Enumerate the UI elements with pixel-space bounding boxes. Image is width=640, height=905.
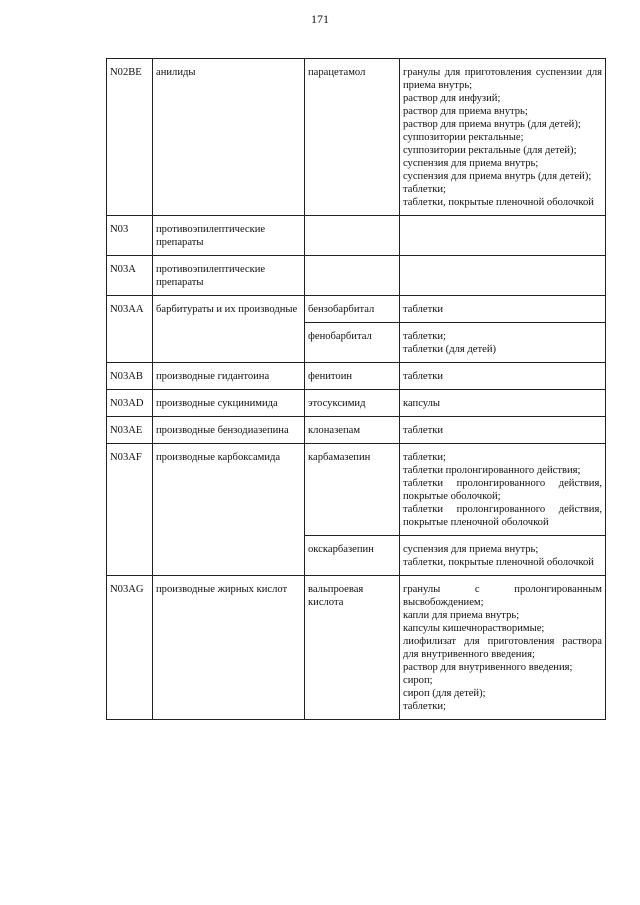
dosage-form: таблетки xyxy=(403,425,444,436)
atc-code: N03AB xyxy=(107,363,153,390)
dosage-form: раствор для внутривенного введения; xyxy=(403,662,573,673)
group-name: барбитураты и их производные xyxy=(153,296,305,363)
dosage-form: таблетки (для детей) xyxy=(403,344,497,355)
drug-name xyxy=(305,216,400,256)
group-name: производные гидантоина xyxy=(153,363,305,390)
dosage-form: таблетки; xyxy=(403,452,446,463)
dosage-form: суспензия для приема внутрь (для детей); xyxy=(403,171,592,182)
dosage-form: таблетки xyxy=(403,371,444,382)
dosage-form: таблетки, покрытые пленочной оболочкой xyxy=(403,557,594,568)
table-row xyxy=(107,363,606,390)
drug-name: окскарбазепин xyxy=(305,536,400,576)
drug-name: фенитоин xyxy=(305,363,400,390)
dosage-form: раствор для приема внутрь; xyxy=(403,106,528,117)
dosage-forms xyxy=(400,536,606,576)
group-name: противоэпилептические препараты xyxy=(153,256,305,296)
dosage-form: таблетки пролонгированного действия, покрытые оболочкой; xyxy=(403,478,602,502)
dosage-forms xyxy=(400,216,606,256)
dosage-form: суппозитории ректальные; xyxy=(403,132,524,143)
dosage-form: таблетки, покрытые пленочной оболочкой xyxy=(403,197,594,208)
drug-table xyxy=(106,58,606,720)
drug-name: вальпроевая кислота xyxy=(305,576,400,720)
table-row xyxy=(107,59,606,216)
atc-code: N03AA xyxy=(107,296,153,363)
table-row xyxy=(107,390,606,417)
dosage-forms xyxy=(400,363,606,390)
atc-code: N03AE xyxy=(107,417,153,444)
dosage-form: сироп (для детей); xyxy=(403,688,486,699)
drug-name: карбамазепин xyxy=(305,444,400,536)
dosage-form: таблетки; xyxy=(403,331,446,342)
table-row xyxy=(107,417,606,444)
drug-name: клоназепам xyxy=(305,417,400,444)
dosage-form: таблетки xyxy=(403,304,444,315)
dosage-form: капсулы xyxy=(403,398,441,409)
dosage-forms xyxy=(400,417,606,444)
table-row xyxy=(107,296,606,323)
group-name: производные бензодиазепина xyxy=(153,417,305,444)
table-row xyxy=(107,444,606,536)
dosage-forms xyxy=(400,296,606,323)
atc-code: N03 xyxy=(107,216,153,256)
dosage-form: таблетки пролонгированного действия, покрытые пленочной оболочкой xyxy=(403,504,602,528)
drug-name: фенобарбитал xyxy=(305,323,400,363)
group-name: противоэпилептические препараты xyxy=(153,216,305,256)
atc-code: N02BE xyxy=(107,59,153,216)
table-row xyxy=(107,256,606,296)
dosage-form: таблетки; xyxy=(403,701,446,712)
table-row xyxy=(107,216,606,256)
dosage-form: сироп; xyxy=(403,675,433,686)
dosage-form: лиофилизат для приготовления раствора для внутривенного введения; xyxy=(403,636,602,660)
dosage-form: раствор для инфузий; xyxy=(403,93,501,104)
group-name: производные жирных кислот xyxy=(153,576,305,720)
dosage-forms xyxy=(400,390,606,417)
page-number: 171 xyxy=(311,12,329,26)
group-name: производные сукцинимида xyxy=(153,390,305,417)
dosage-form: раствор для приема внутрь (для детей); xyxy=(403,119,581,130)
drug-name: бензобарбитал xyxy=(305,296,400,323)
dosage-form: таблетки; xyxy=(403,184,446,195)
dosage-forms xyxy=(400,323,606,363)
dosage-form: таблетки пролонгированного действия; xyxy=(403,465,581,476)
atc-code: N03A xyxy=(107,256,153,296)
atc-code: N03AF xyxy=(107,444,153,576)
dosage-form: суспензия для приема внутрь; xyxy=(403,158,539,169)
group-name: производные карбоксамида xyxy=(153,444,305,576)
dosage-forms xyxy=(400,59,606,216)
dosage-form: суппозитории ректальные (для детей); xyxy=(403,145,577,156)
drug-name: парацетамол xyxy=(305,59,400,216)
dosage-form: гранулы для приготовления суспензии для приема внутрь; xyxy=(403,67,602,91)
dosage-form: капсулы кишечнорастворимые; xyxy=(403,623,545,634)
atc-code: N03AD xyxy=(107,390,153,417)
dosage-form: суспензия для приема внутрь; xyxy=(403,544,539,555)
dosage-form: гранулы с пролонгированным высвобождением; xyxy=(403,584,602,608)
drug-name xyxy=(305,256,400,296)
table-row xyxy=(107,576,606,720)
dosage-forms xyxy=(400,444,606,536)
dosage-form: капли для приема внутрь; xyxy=(403,610,520,621)
group-name: анилиды xyxy=(153,59,305,216)
dosage-forms xyxy=(400,256,606,296)
drug-name: этосуксимид xyxy=(305,390,400,417)
atc-code: N03AG xyxy=(107,576,153,720)
dosage-forms xyxy=(400,576,606,720)
